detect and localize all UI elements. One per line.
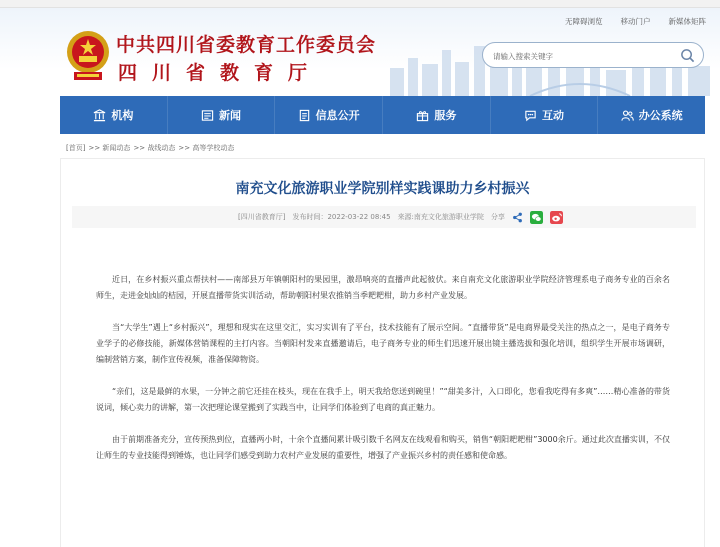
breadcrumb-universities[interactable]: >> 高等学校动态	[178, 144, 235, 152]
nav-item-interaction[interactable]	[491, 96, 599, 134]
breadcrumb	[66, 143, 234, 153]
weibo-icon[interactable]	[550, 211, 563, 224]
nav-item-service[interactable]	[383, 96, 491, 134]
new-media-matrix-link[interactable]: 新媒体矩阵	[668, 17, 706, 26]
article-title: 南充文化旅游职业学院别样实践课助力乡村振兴	[235, 181, 530, 197]
nav-label: 机构	[111, 109, 134, 122]
search-input[interactable]	[493, 49, 673, 63]
top-links	[565, 16, 706, 27]
wechat-icon[interactable]	[530, 211, 543, 224]
people-icon	[621, 109, 634, 122]
article-meta	[238, 208, 563, 226]
nav-item-news[interactable]	[168, 96, 276, 134]
article-paragraph: “亲们，这是最鲜的水果，一分钟之前它还挂在枝头，现在在我手上，明天我给您送到碗里！”“甜美多汁，入口即化，您看我吃得有多爽”……精心准备的带货说词，倾心卖力的讲解，第一次把理论课堂搬到了实践当中，让同学们体验到了电商的真正魅力。	[96, 387, 670, 412]
nav-label: 办公系统	[638, 109, 683, 122]
national-emblem-icon	[64, 28, 112, 84]
share-icon[interactable]	[512, 212, 523, 223]
nav-item-institution[interactable]	[60, 96, 168, 134]
main-navbar	[60, 96, 705, 134]
article-origin: 来源:南充文化旅游职业学院	[397, 213, 484, 221]
breadcrumb-home[interactable]: [首页]	[66, 144, 86, 152]
search-box	[482, 42, 704, 68]
nav-label: 互动	[542, 109, 565, 122]
mobile-portal-link[interactable]: 移动门户	[620, 17, 651, 26]
share-label: 分享	[490, 213, 505, 221]
chat-icon	[524, 109, 537, 122]
article-paragraph: 近日，在乡村振兴重点帮扶村——南部县万年镇朝阳村的果园里，激昂响亮的直播声此起彼伏。来自南充文化旅游职业学院经济管理系电子商务专业的百余名师生，走进金灿灿的桔园，开展直播带货实训活动，帮助朝阳村果农推销当季耙耙柑，助力乡村产业发展。	[96, 275, 670, 300]
search-icon[interactable]	[680, 48, 695, 63]
article-body	[96, 272, 670, 480]
nav-label: 信息公开	[315, 109, 360, 122]
site-title-line1: 中共四川省委教育工作委员会	[116, 34, 377, 56]
breadcrumb-frontline[interactable]: >> 战线动态	[133, 144, 176, 152]
site-header	[0, 8, 720, 96]
publish-time: 发布时间：2022-03-22 08:45	[292, 213, 391, 221]
article-paragraph: 当“大学生”遇上“乡村振兴”，理想和现实在这里交汇，实习实训有了平台，技术技能有了展示空间。“直播带货”是电商界最受关注的热点之一，是电子商务专业学子的必修技能，新媒体营销课程的主打内容。当朝阳村发来直播邀请后，电子商务专业的师生们迅速开展出镜主播选拔和强化培训，组织学生开展市场调研，编制营销方案，制作宣传视频，准备保障物资。	[96, 323, 670, 364]
accessibility-link[interactable]: 无障碍浏览	[565, 17, 603, 26]
breadcrumb-news[interactable]: >> 新闻动态	[88, 144, 131, 152]
site-title-line2: 四川省教育厅	[118, 62, 323, 84]
document-icon	[298, 109, 311, 122]
article-paragraph: 由于前期准备充分，宣传预热到位，直播两小时，十余个直播间累计吸引数千名网友在线观看和购买，销售“朝阳耙耙柑”3000余斤。通过此次直播实训，不仅让师生的专业技能得到锤炼，也让同学们感受到助力农村产业发展的重要性，增强了产业振兴乡村的责任感和使命感。	[96, 435, 670, 460]
nav-label: 服务	[434, 109, 457, 122]
gift-icon	[416, 109, 429, 122]
nav-label: 新闻	[219, 109, 241, 122]
building-icon	[93, 109, 106, 122]
browser-tab-strip	[0, 0, 720, 8]
source-tag: [四川省教育厅]	[238, 213, 286, 221]
nav-item-office-system[interactable]	[598, 96, 705, 134]
nav-item-info-disclosure[interactable]	[275, 96, 383, 134]
newspaper-icon	[201, 109, 214, 122]
